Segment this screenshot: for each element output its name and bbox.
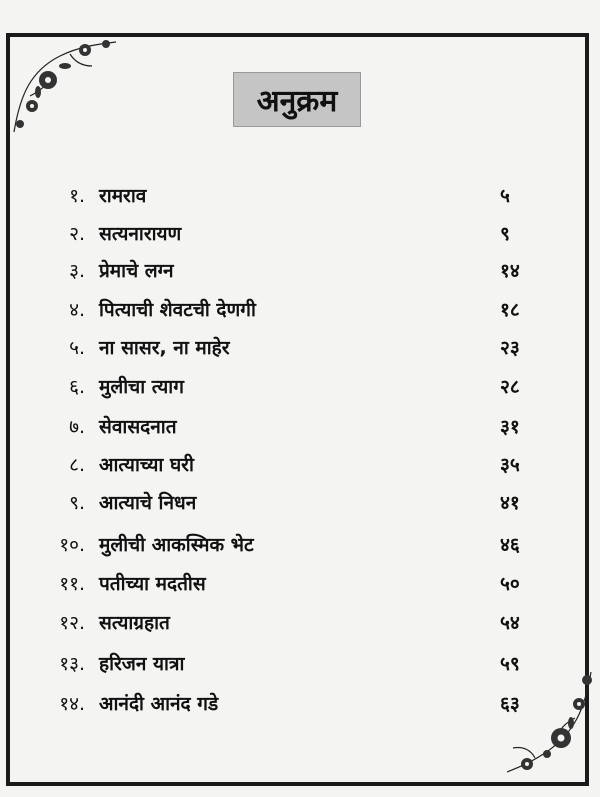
toc-row [0, 330, 600, 370]
chapter-title: मुलीची आकस्मिक भेट [99, 534, 254, 556]
page-number: ६३ [500, 693, 520, 715]
chapter-title: रामराव [99, 185, 147, 207]
chapter-title: पतीच्या मदतीस [99, 573, 206, 595]
chapter-title: आत्याचे निधन [99, 492, 197, 514]
chapter-number: ३. [69, 260, 85, 282]
page-number: २३ [500, 337, 520, 359]
page-number: ५४ [500, 612, 520, 634]
toc-row [0, 566, 600, 606]
toc-row [0, 447, 600, 487]
chapter-number: १०. [59, 534, 85, 556]
chapter-number: १३. [59, 653, 85, 675]
toc-row [0, 178, 600, 218]
chapter-number: ६. [69, 376, 85, 398]
chapter-number: १२. [59, 612, 85, 634]
chapter-title: मुलीचा त्याग [99, 376, 184, 398]
chapter-title: सत्यनारायण [99, 223, 182, 245]
chapter-number: १. [69, 185, 85, 207]
chapter-number: ५. [69, 337, 85, 359]
chapter-number: १४. [59, 693, 85, 715]
floral-corner-icon [10, 36, 120, 136]
page-number: ५९ [500, 653, 520, 675]
title-box [233, 72, 361, 127]
toc-row [0, 646, 600, 686]
chapter-number: ४. [69, 299, 85, 321]
page-number: ९ [500, 223, 510, 245]
toc-row [0, 216, 600, 256]
chapter-title: प्रेमाचे लग्न [99, 260, 174, 282]
chapter-title: आत्याच्या घरी [99, 454, 194, 476]
chapter-title: सेवासदनात [99, 416, 177, 438]
chapter-number: २. [69, 223, 85, 245]
page-number: ५० [500, 573, 520, 595]
toc-row [0, 686, 600, 726]
toc-row [0, 253, 600, 293]
page-title: अनुक्रम [256, 84, 338, 119]
page-number: १८ [500, 299, 520, 321]
page-number: ५ [500, 185, 510, 207]
chapter-title: हरिजन यात्रा [99, 653, 185, 675]
chapter-title: सत्याग्रहात [99, 612, 170, 634]
page-number: १४ [500, 260, 520, 282]
toc-row [0, 527, 600, 567]
toc-row [0, 485, 600, 525]
chapter-title: आनंदी आनंद गडे [99, 693, 219, 715]
page-number: ३५ [500, 454, 520, 476]
page-number: २८ [500, 376, 520, 398]
chapter-title: ना सासर, ना माहेर [99, 337, 230, 359]
page-number: ४६ [500, 534, 520, 556]
chapter-number: ७. [69, 416, 85, 438]
chapter-number: ११. [59, 573, 85, 595]
chapter-number: ९. [69, 492, 85, 514]
page-number: ४१ [500, 492, 520, 514]
toc-row [0, 292, 600, 332]
toc-row [0, 409, 600, 449]
toc-row [0, 369, 600, 409]
chapter-number: ८. [69, 454, 85, 476]
toc-row [0, 605, 600, 645]
chapter-title: पित्याची शेवटची देणगी [99, 299, 256, 321]
page-number: ३१ [500, 416, 520, 438]
